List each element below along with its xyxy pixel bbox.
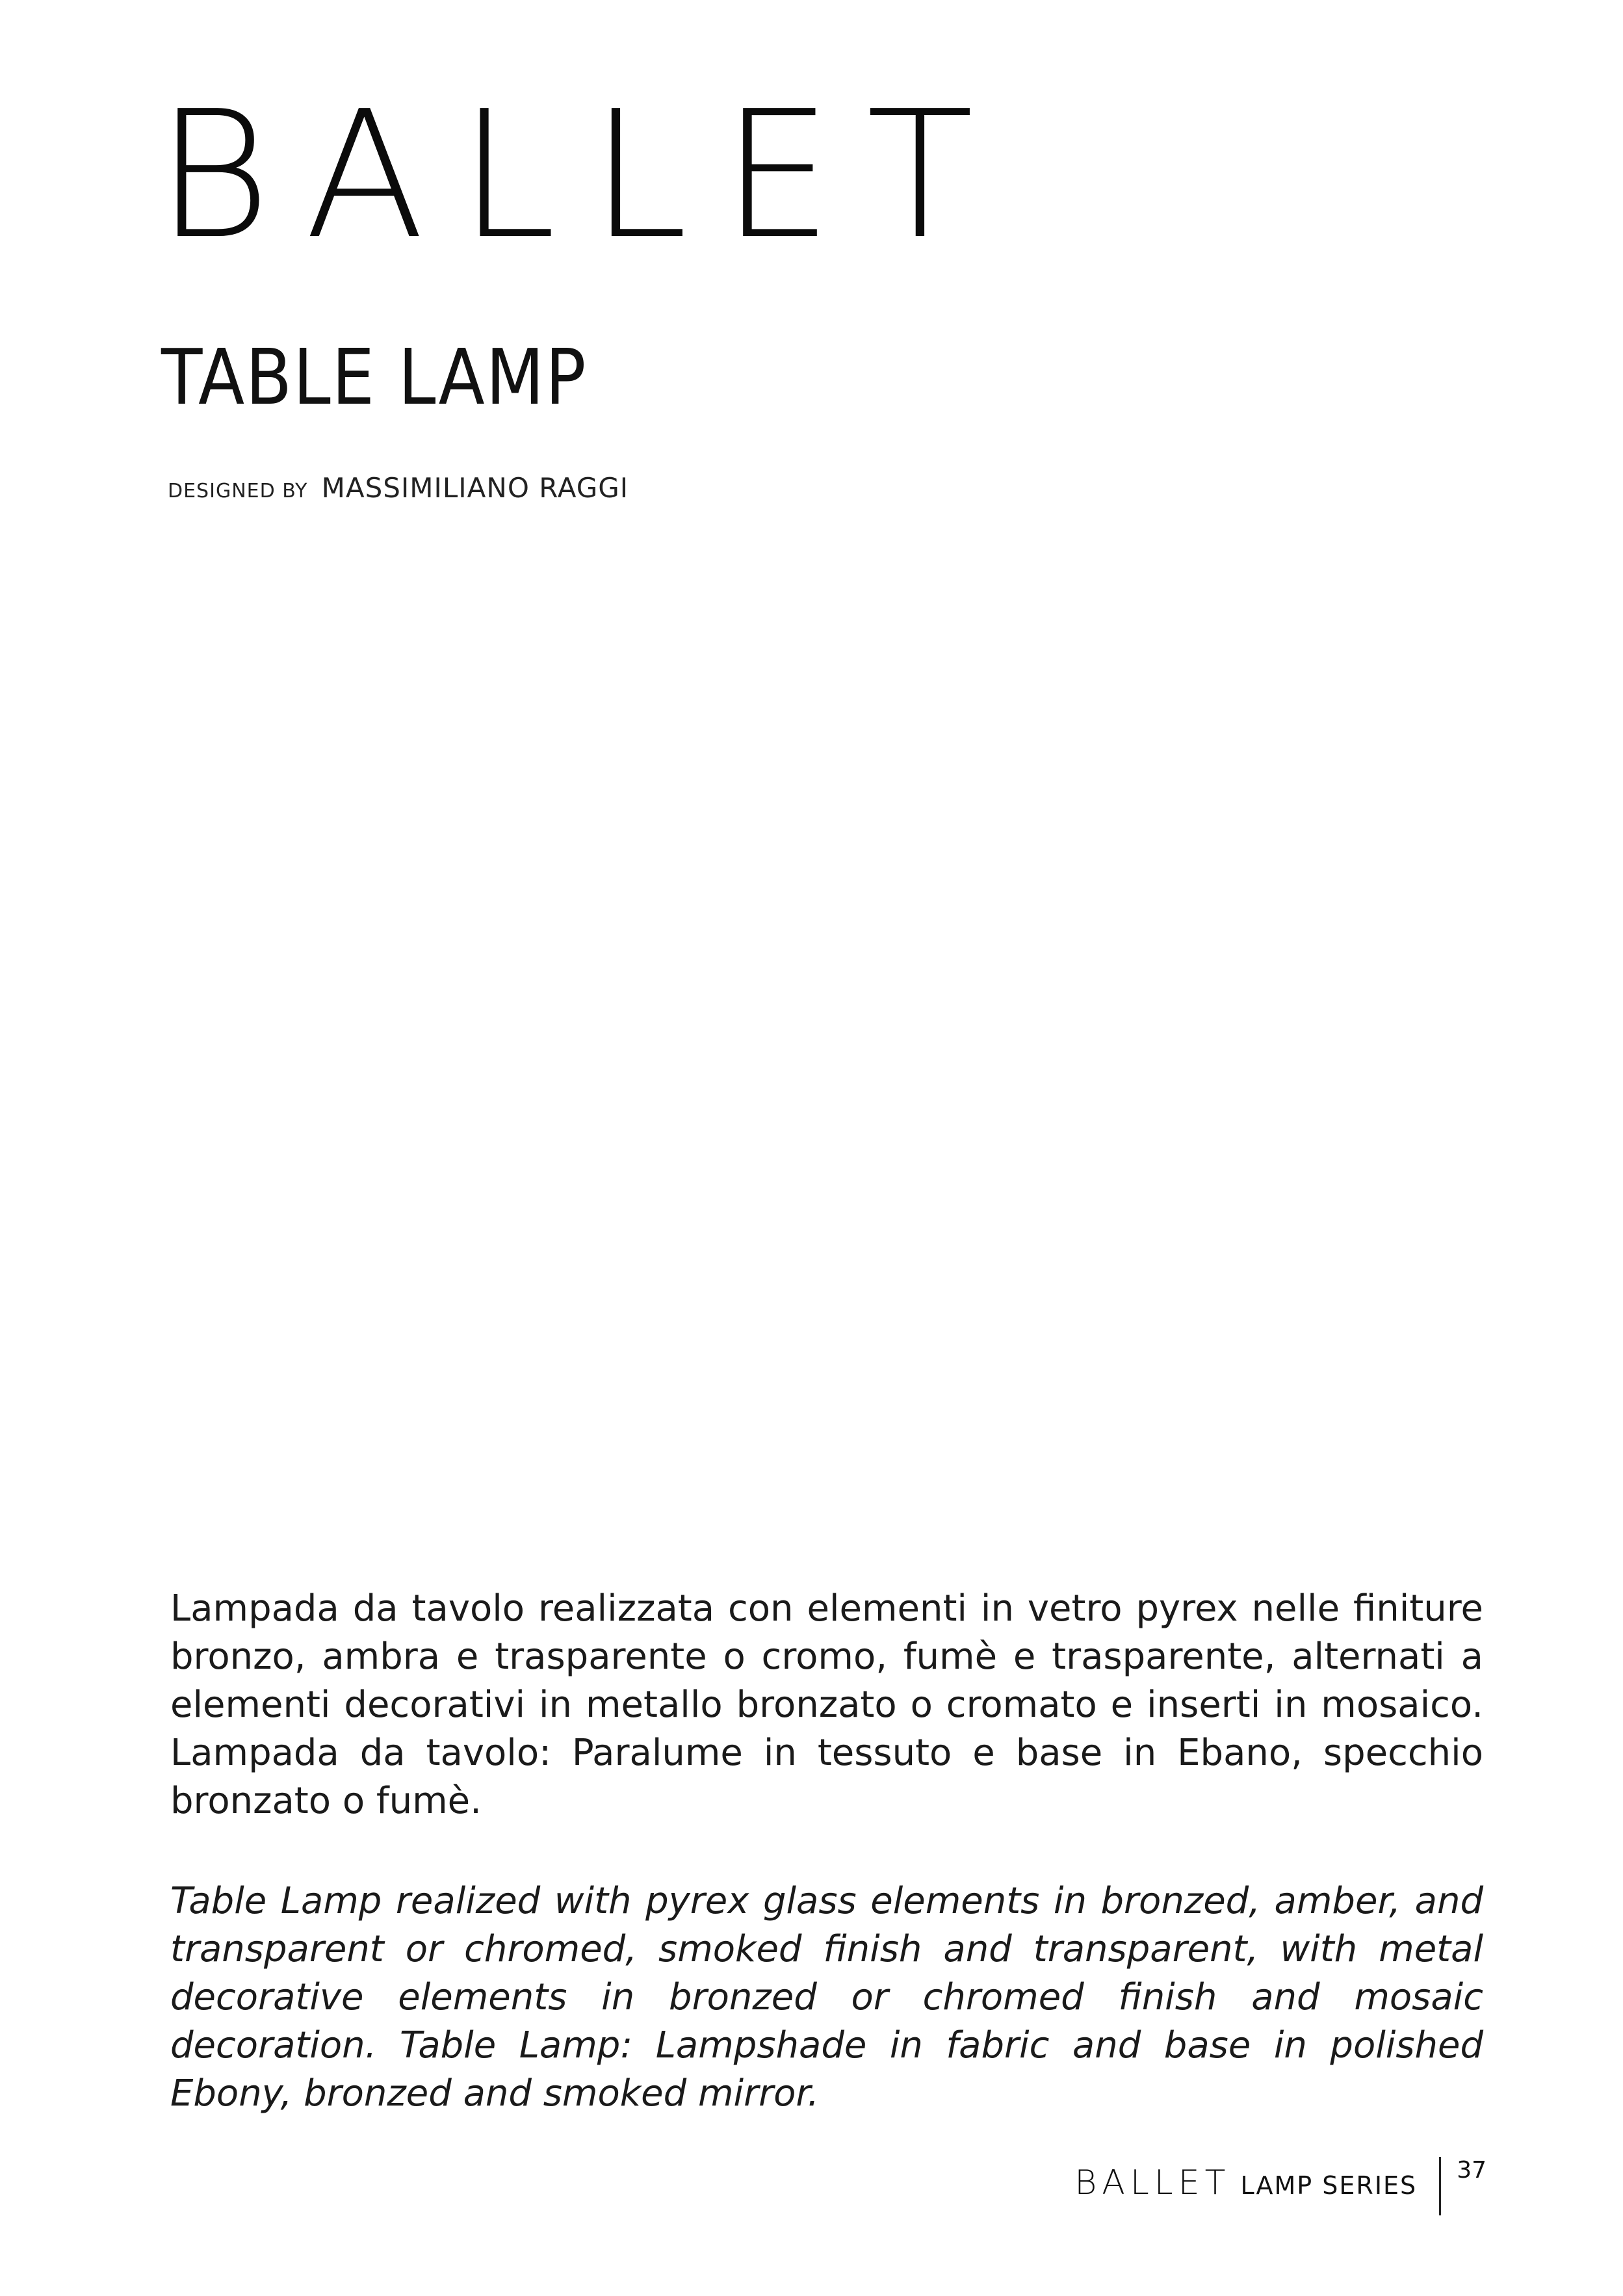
footer-series	[1074, 2157, 1439, 2202]
designer-prefix: DESIGNED BY	[168, 480, 308, 502]
page-number: 37	[1457, 2157, 1487, 2184]
footer-brand: BALLET	[1074, 2163, 1231, 2202]
footer-series-label: LAMP SERIES	[1240, 2171, 1418, 2200]
page-footer	[1074, 2157, 1487, 2219]
description-english: Table Lamp realized with pyrex glass elements in bronzed, amber, and transparent or chromed, smoked finish and transparent, with metal decorative elements in bronzed or chromed finish and mosaic decoration. Table Lamp: Lampshade in fabric and base in polished Ebony, bronzed and smoked mirror.	[170, 1880, 1483, 2115]
designer-credit	[168, 472, 629, 504]
brand-title: BALLET	[156, 73, 1007, 278]
designer-name: MASSIMILIANO RAGGI	[321, 472, 629, 504]
description-italian: Lampada da tavolo realizzata con elementi in vetro pyrex nelle finiture bronzo, ambra e trasparente o cromo, fumè e trasparente, alternati a elementi decorativi in metallo bronzato o cromato e inserti in mosaico. Lampada da tavolo: Paralume in tessuto e base in Ebano, specchio bronzato o fumè.	[170, 1587, 1483, 1822]
product-type: TABLE LAMP	[161, 332, 588, 422]
